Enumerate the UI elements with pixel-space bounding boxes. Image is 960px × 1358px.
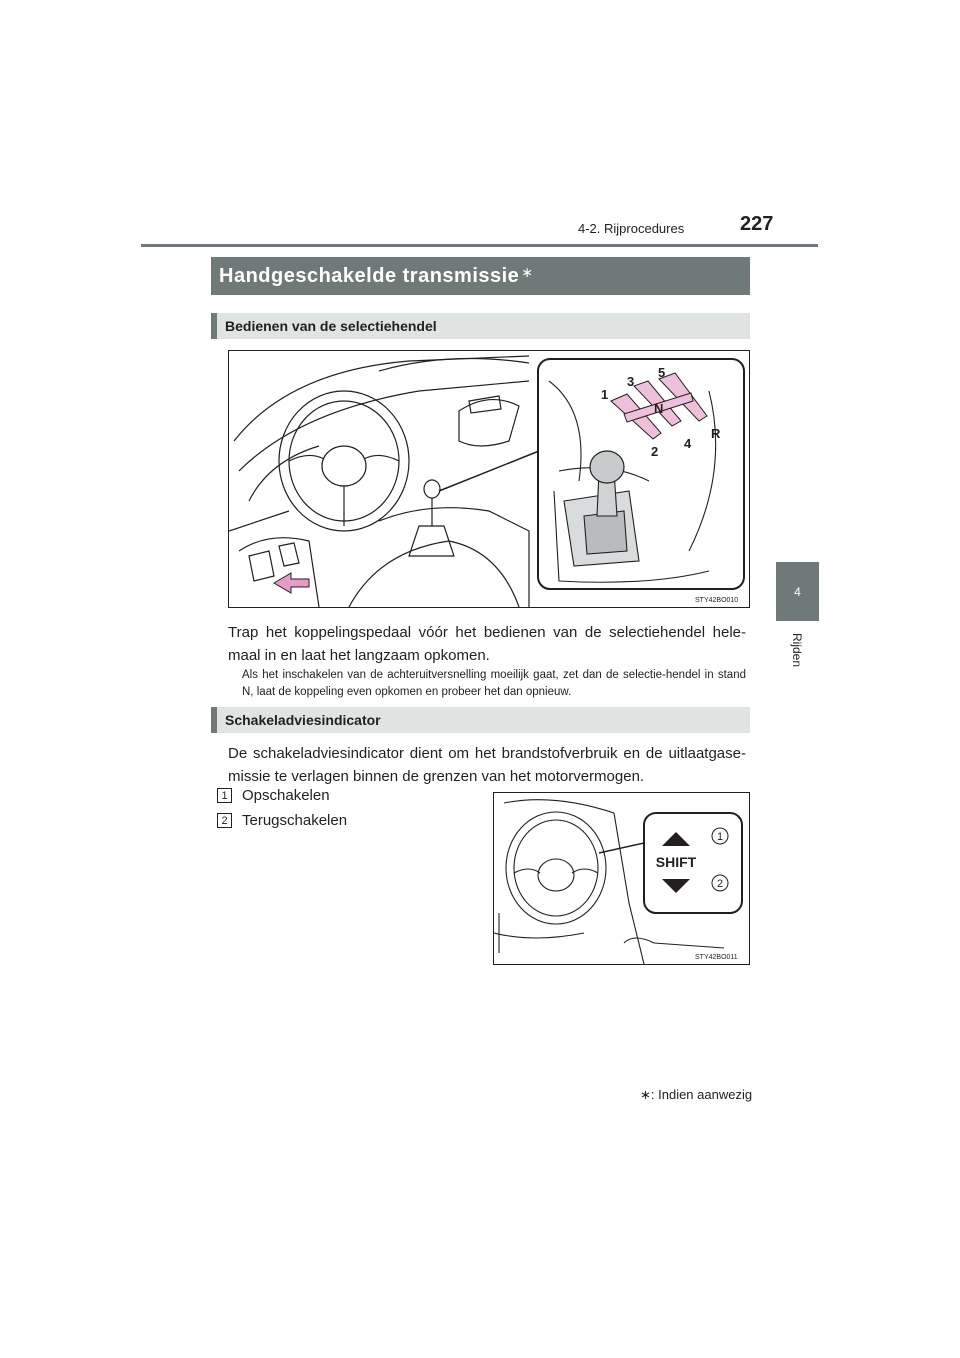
gear-4-label: 4 bbox=[684, 436, 692, 451]
item-label: Opschakelen bbox=[242, 787, 330, 804]
gear-r-label: R bbox=[711, 426, 721, 441]
gear-3-label: 3 bbox=[627, 374, 635, 389]
indicator-description: De schakeladviesindicator dient om het brandstofverbruik en de uitlaatgase-missie te verlagen binnen de grenzen van het motorvermogen. bbox=[228, 745, 746, 785]
dashboard-drawing bbox=[494, 793, 749, 964]
gear-n-label: N bbox=[654, 401, 664, 416]
shift-indicator-text: SHIFT bbox=[655, 854, 697, 870]
shift-indicator-illustration bbox=[493, 792, 750, 965]
item-label: Terugschakelen bbox=[242, 812, 348, 829]
page-title-text: Handgeschakelde transmissie bbox=[219, 264, 520, 287]
availability-marker: ∗ bbox=[521, 263, 534, 280]
gear-1-label: 1 bbox=[601, 387, 609, 402]
section-heading-shift-lever: Bedienen van de selectiehendel bbox=[211, 313, 750, 339]
instruction-paragraph: Trap het koppelingspedaal vóór het bedienen van de selectiehendel hele-maal in en laat het langzaam opkomen. bbox=[228, 624, 746, 664]
shift-lever-illustration bbox=[228, 350, 750, 608]
gear-2-label: 2 bbox=[651, 444, 659, 459]
chapter-label: Rijden bbox=[790, 633, 804, 668]
gear-5-label: 5 bbox=[658, 365, 666, 380]
reverse-gear-note: Als het inschakelen van de achteruitversnelling moeilijk gaat, zet dan de selectie-hendel in stand N, laat de koppeling even opkomen en probeer het dan opnieuw. bbox=[242, 669, 746, 698]
item-number: 1 bbox=[217, 788, 232, 803]
item-number: 2 bbox=[217, 813, 232, 828]
list-item bbox=[217, 787, 330, 804]
running-header-section: 4-2. Rijprocedures bbox=[578, 221, 685, 236]
figure-code: STY42BO011 bbox=[695, 954, 738, 961]
chapter-tab: 4 bbox=[776, 562, 819, 621]
page-title bbox=[211, 257, 750, 295]
list-item bbox=[217, 812, 347, 829]
header-divider bbox=[141, 244, 818, 247]
figure-code: STY42BO010 bbox=[695, 597, 739, 604]
cabin-drawing bbox=[229, 351, 749, 607]
callout-1: 1 bbox=[716, 831, 724, 843]
page-number: 227 bbox=[740, 213, 774, 235]
section-heading-shift-indicator: Schakeladviesindicator bbox=[211, 707, 750, 733]
footnote: ∗: Indien aanwezig bbox=[640, 1087, 753, 1102]
callout-2: 2 bbox=[716, 878, 724, 890]
